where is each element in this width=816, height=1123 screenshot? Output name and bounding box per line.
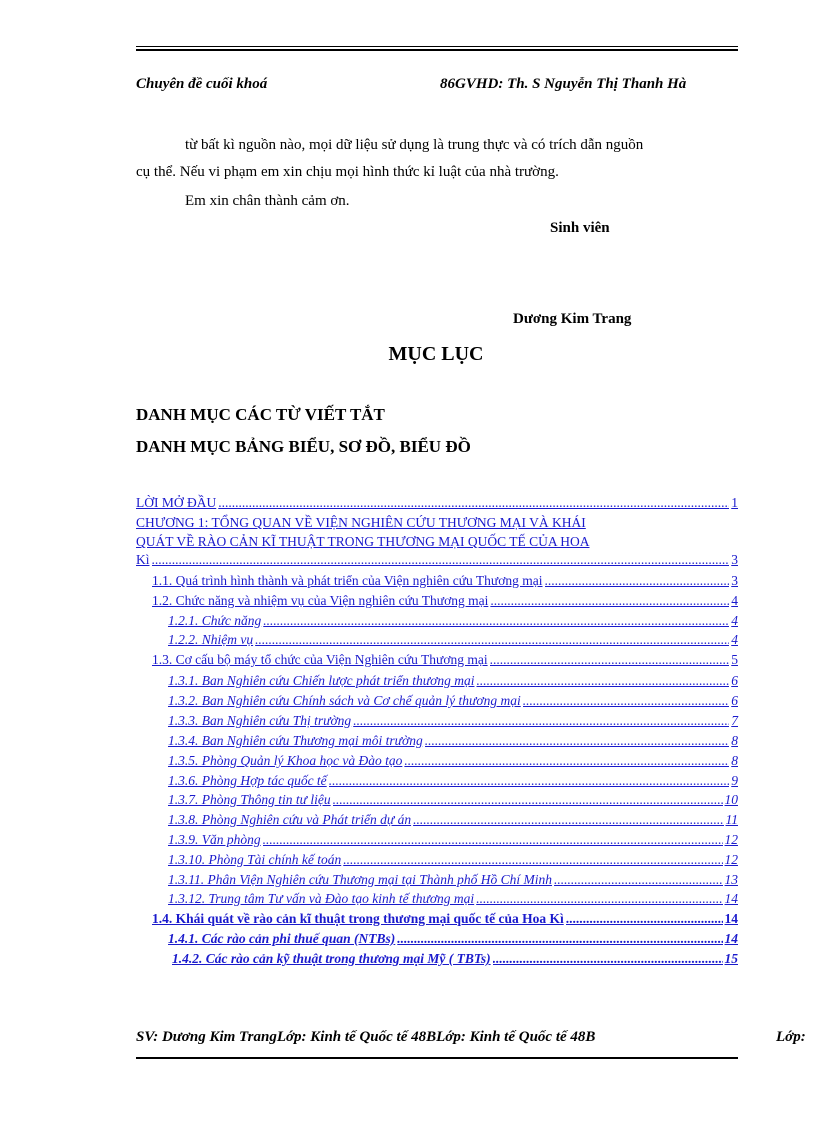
toc-entry-1-3-11[interactable] [168, 871, 738, 889]
toc-entry-page: 12 [724, 852, 738, 867]
toc-entry-label: 1.3.5. Phòng Quản lý Khoa học và Đào tạo [168, 753, 403, 768]
toc-entry-page: 1 [731, 495, 738, 510]
toc-entry-1-3-4[interactable] [168, 732, 738, 750]
toc-entry-label: Kì [136, 552, 150, 567]
toc-entry-label: 1.2.1. Chức năng [168, 613, 262, 628]
toc-entry-1-2[interactable] [152, 592, 738, 610]
toc-entry-label: LỜI MỞ ĐẦU [136, 495, 217, 510]
toc-entry-1-4-1[interactable] [168, 930, 738, 948]
toc-entry-label: 1.3.10. Phòng Tài chính kế toán [168, 852, 342, 867]
footer-rule [136, 1057, 738, 1059]
toc-entry-page: 9 [731, 773, 738, 788]
toc-entry-page: 3 [731, 573, 738, 588]
toc-entry-page: 8 [731, 733, 738, 748]
toc-entry-label: 1.3.9. Văn phòng [168, 832, 261, 847]
toc-entry-label: 1.4. Khái quát về rào cản kĩ thuật trong thương mại quốc tế của Hoa Kì [152, 911, 564, 926]
toc-entry-1-4[interactable] [152, 910, 738, 928]
toc-entry-1-3-6[interactable] [168, 772, 738, 790]
toc-entry-label: 1.3.1. Ban Nghiên cứu Chiến lược phát triển thương mại [168, 673, 475, 688]
toc-entry-page: 13 [724, 872, 738, 887]
toc-entry-label: 1.3.8. Phòng Nghiên cứu và Phát triển dự án [168, 812, 412, 827]
toc-entry-page: 6 [731, 693, 738, 708]
toc-entry-page: 3 [731, 552, 738, 567]
toc-entry-page: 11 [725, 812, 738, 827]
toc-entry-1-3-5[interactable] [168, 752, 738, 770]
thanks-line: Em xin chân thành cảm ơn. [185, 193, 350, 209]
header-right: 86GVHD: Th. S Nguyễn Thị Thanh Hà [440, 76, 687, 92]
toc-entry-chapter1[interactable] [136, 551, 738, 569]
toc-entry-label: 1.3.4. Ban Nghiên cứu Thương mại môi trường [168, 733, 423, 748]
toc-entry-label: 1.4.1. Các rào cản phi thuế quan (NTBs) [168, 931, 396, 946]
toc-entry-label: 1.4.2. Các rào cản kỹ thuật trong thương mại Mỹ ( TBTs) [172, 951, 491, 966]
toc-entry-label: 1.3.12. Trung tâm Tư vấn và Đào tạo kinh tế thương mại [168, 891, 475, 906]
toc-entry-1-3-10[interactable] [168, 851, 738, 869]
header-rule [136, 46, 738, 51]
toc-chapter1-line2[interactable]: QUÁT VỀ RÀO CẢN KĨ THUẬT TRONG THƯƠNG MẠI QUỐC TẾ CỦA HOA [136, 534, 590, 549]
toc-entry-page: 4 [731, 632, 738, 647]
toc-entry-page: 12 [724, 832, 738, 847]
toc-entry-label: 1.3.11. Phân Viện Nghiên cứu Thương mại tại Thành phố Hồ Chí Minh [168, 872, 553, 887]
section-abbreviations: DANH MỤC CÁC TỪ VIẾT TẮT [136, 405, 385, 424]
section-tables-figures: DANH MỤC BẢNG BIỂU, SƠ ĐỒ, BIỂU ĐỒ [136, 437, 471, 456]
toc-entry-1-2-2[interactable] [168, 631, 738, 649]
toc-title: MỤC LỤC [388, 343, 484, 365]
toc-chapter1-line1[interactable]: CHƯƠNG 1: TỔNG QUAN VỀ VIỆN NGHIÊN CỨU THƯƠNG MẠI VÀ KHÁI [136, 515, 586, 530]
body-line-1: từ bất kì nguồn nào, mọi dữ liệu sử dụng là trung thực và có trích dẫn nguồn [185, 137, 644, 153]
toc-entry-page: 6 [731, 673, 738, 688]
toc-entry-page: 7 [731, 713, 738, 728]
toc-entry-label: 1.2. Chức năng và nhiệm vụ của Viện nghiên cứu Thương mại [152, 593, 489, 608]
toc-entry-label: 1.3.7. Phòng Thông tin tư liệu [168, 792, 331, 807]
toc-entry-label: 1.3.2. Ban Nghiên cứu Chính sách và Cơ chế quản lý thương mại [168, 693, 521, 708]
toc-entry-label: 1.3.3. Ban Nghiên cứu Thị trường [168, 713, 352, 728]
toc-entry-label: 1.1. Quá trình hình thành và phát triển của Viện nghiên cứu Thương mại [152, 573, 543, 588]
toc-entry-page: 10 [724, 792, 738, 807]
signature-name: Dương Kim Trang [513, 311, 632, 327]
toc-entry-page: 14 [724, 891, 738, 906]
toc-entry-1-4-2[interactable] [172, 950, 738, 968]
footer-left: SV: Dương Kim TrangLớp: Kinh tế Quốc tế 48BLớp: Kinh tế Quốc tế 48B [136, 1029, 596, 1045]
footer-right: Lớp: [776, 1029, 806, 1045]
toc-entry-1-3-7[interactable] [168, 791, 738, 809]
toc-entry-1-3-2[interactable] [168, 692, 738, 710]
toc-entry-1-3-12[interactable] [168, 890, 738, 908]
toc-entry-page: 14 [724, 931, 738, 946]
toc-entry-label: 1.2.2. Nhiệm vụ [168, 632, 254, 647]
toc-entry-1-3-3[interactable] [168, 712, 738, 730]
body-line-2: cụ thể. Nếu vi phạm em xin chịu mọi hình thức kỉ luật của nhà trường. [136, 164, 559, 180]
toc-entry-page: 4 [731, 613, 738, 628]
toc-entry-1-2-1[interactable] [168, 612, 738, 630]
toc-entry-page: 5 [731, 652, 738, 667]
toc-entry-1-1[interactable] [152, 572, 738, 590]
toc-entry-page: 4 [731, 593, 738, 608]
toc-entry-label: 1.3. Cơ cấu bộ máy tổ chức của Viện Nghiên cứu Thương mại [152, 652, 488, 667]
toc-entry-label: 1.3.6. Phòng Hợp tác quốc tế [168, 773, 327, 788]
toc-entry-page: 14 [724, 911, 738, 926]
toc-entry-1-3[interactable] [152, 651, 738, 669]
toc-entry-intro[interactable] [136, 494, 738, 512]
toc-entry-page: 8 [731, 753, 738, 768]
toc-entry-1-3-9[interactable] [168, 831, 738, 849]
toc-entry-page: 15 [724, 951, 738, 966]
toc-entry-1-3-8[interactable] [168, 811, 738, 829]
header-left: Chuyên đề cuối khoá [136, 76, 268, 92]
signature-role: Sinh viên [550, 220, 610, 236]
toc-entry-1-3-1[interactable] [168, 672, 738, 690]
